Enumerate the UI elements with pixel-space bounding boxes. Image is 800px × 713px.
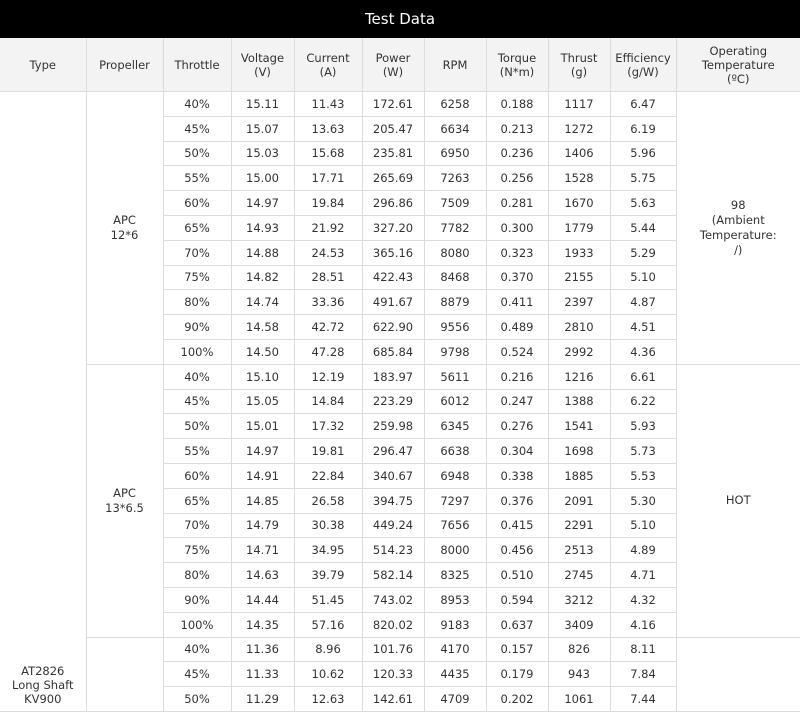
rpm-cell: 6638 bbox=[424, 439, 486, 464]
current-cell: 8.96 bbox=[294, 637, 362, 662]
current-cell: 15.68 bbox=[294, 141, 362, 166]
voltage-cell: 15.07 bbox=[231, 116, 294, 141]
throttle-cell: 100% bbox=[163, 612, 231, 637]
power-cell: 365.16 bbox=[362, 240, 424, 265]
rpm-cell: 4709 bbox=[424, 687, 486, 712]
thrust-cell: 943 bbox=[548, 662, 610, 687]
throttle-cell: 75% bbox=[163, 538, 231, 563]
rpm-cell: 4435 bbox=[424, 662, 486, 687]
torque-cell: 0.304 bbox=[486, 439, 548, 464]
thrust-cell: 2091 bbox=[548, 488, 610, 513]
col-header-power: Power (W) bbox=[362, 38, 424, 92]
thrust-cell: 2745 bbox=[548, 563, 610, 588]
voltage-cell: 14.35 bbox=[231, 612, 294, 637]
temperature-cell: 98 (Ambient Temperature: /) bbox=[676, 92, 800, 365]
voltage-cell: 15.05 bbox=[231, 389, 294, 414]
thrust-cell: 3212 bbox=[548, 587, 610, 612]
throttle-cell: 60% bbox=[163, 463, 231, 488]
torque-cell: 0.256 bbox=[486, 166, 548, 191]
rpm-cell: 7782 bbox=[424, 215, 486, 240]
torque-cell: 0.411 bbox=[486, 290, 548, 315]
power-cell: 265.69 bbox=[362, 166, 424, 191]
current-cell: 57.16 bbox=[294, 612, 362, 637]
current-cell: 19.81 bbox=[294, 439, 362, 464]
efficiency-cell: 5.29 bbox=[610, 240, 676, 265]
current-cell: 28.51 bbox=[294, 265, 362, 290]
propeller-cell: APC 13*6.5 bbox=[86, 364, 163, 637]
current-cell: 21.92 bbox=[294, 215, 362, 240]
torque-cell: 0.216 bbox=[486, 364, 548, 389]
thrust-cell: 1698 bbox=[548, 439, 610, 464]
efficiency-cell: 7.84 bbox=[610, 662, 676, 687]
thrust-cell: 2155 bbox=[548, 265, 610, 290]
throttle-cell: 50% bbox=[163, 414, 231, 439]
power-cell: 820.02 bbox=[362, 612, 424, 637]
power-cell: 120.33 bbox=[362, 662, 424, 687]
current-cell: 22.84 bbox=[294, 463, 362, 488]
thrust-cell: 1670 bbox=[548, 191, 610, 216]
power-cell: 449.24 bbox=[362, 513, 424, 538]
torque-cell: 0.247 bbox=[486, 389, 548, 414]
throttle-cell: 50% bbox=[163, 141, 231, 166]
thrust-cell: 2291 bbox=[548, 513, 610, 538]
current-cell: 47.28 bbox=[294, 339, 362, 364]
thrust-cell: 3409 bbox=[548, 612, 610, 637]
power-cell: 172.61 bbox=[362, 92, 424, 117]
voltage-cell: 14.44 bbox=[231, 587, 294, 612]
throttle-cell: 45% bbox=[163, 389, 231, 414]
efficiency-cell: 5.75 bbox=[610, 166, 676, 191]
table-row bbox=[0, 364, 800, 389]
col-header-thrust: Thrust (g) bbox=[548, 38, 610, 92]
power-cell: 685.84 bbox=[362, 339, 424, 364]
thrust-cell: 2397 bbox=[548, 290, 610, 315]
current-cell: 30.38 bbox=[294, 513, 362, 538]
torque-cell: 0.370 bbox=[486, 265, 548, 290]
current-cell: 17.32 bbox=[294, 414, 362, 439]
power-cell: 514.23 bbox=[362, 538, 424, 563]
power-cell: 491.67 bbox=[362, 290, 424, 315]
voltage-cell: 15.11 bbox=[231, 92, 294, 117]
voltage-cell: 14.97 bbox=[231, 439, 294, 464]
throttle-cell: 40% bbox=[163, 92, 231, 117]
thrust-cell: 1528 bbox=[548, 166, 610, 191]
torque-cell: 0.276 bbox=[486, 414, 548, 439]
current-cell: 17.71 bbox=[294, 166, 362, 191]
propeller-cell bbox=[86, 637, 163, 711]
col-header-propeller: Propeller bbox=[86, 38, 163, 92]
thrust-cell: 1933 bbox=[548, 240, 610, 265]
rpm-cell: 6345 bbox=[424, 414, 486, 439]
torque-cell: 0.456 bbox=[486, 538, 548, 563]
efficiency-cell: 4.89 bbox=[610, 538, 676, 563]
col-header-type: Type bbox=[0, 38, 86, 92]
rpm-cell: 7656 bbox=[424, 513, 486, 538]
rpm-cell: 6948 bbox=[424, 463, 486, 488]
rpm-cell: 8325 bbox=[424, 563, 486, 588]
voltage-cell: 14.74 bbox=[231, 290, 294, 315]
thrust-cell: 2992 bbox=[548, 339, 610, 364]
voltage-cell: 14.50 bbox=[231, 339, 294, 364]
table-row bbox=[0, 637, 800, 662]
rpm-cell: 8000 bbox=[424, 538, 486, 563]
thrust-cell: 2810 bbox=[548, 315, 610, 340]
thrust-cell: 1216 bbox=[548, 364, 610, 389]
rpm-cell: 9556 bbox=[424, 315, 486, 340]
throttle-cell: 90% bbox=[163, 587, 231, 612]
rpm-cell: 5611 bbox=[424, 364, 486, 389]
throttle-cell: 70% bbox=[163, 513, 231, 538]
torque-cell: 0.323 bbox=[486, 240, 548, 265]
torque-cell: 0.188 bbox=[486, 92, 548, 117]
thrust-cell: 826 bbox=[548, 637, 610, 662]
table-body bbox=[0, 92, 800, 712]
col-header-current: Current (A) bbox=[294, 38, 362, 92]
torque-cell: 0.157 bbox=[486, 637, 548, 662]
current-cell: 24.53 bbox=[294, 240, 362, 265]
efficiency-cell: 5.10 bbox=[610, 265, 676, 290]
efficiency-cell: 5.53 bbox=[610, 463, 676, 488]
rpm-cell: 4170 bbox=[424, 637, 486, 662]
table-row bbox=[0, 92, 800, 117]
efficiency-cell: 6.22 bbox=[610, 389, 676, 414]
power-cell: 327.20 bbox=[362, 215, 424, 240]
rpm-cell: 9183 bbox=[424, 612, 486, 637]
throttle-cell: 55% bbox=[163, 439, 231, 464]
voltage-cell: 14.58 bbox=[231, 315, 294, 340]
power-cell: 223.29 bbox=[362, 389, 424, 414]
voltage-cell: 14.88 bbox=[231, 240, 294, 265]
thrust-cell: 1061 bbox=[548, 687, 610, 712]
current-cell: 33.36 bbox=[294, 290, 362, 315]
thrust-cell: 1779 bbox=[548, 215, 610, 240]
current-cell: 13.63 bbox=[294, 116, 362, 141]
throttle-cell: 50% bbox=[163, 687, 231, 712]
efficiency-cell: 4.71 bbox=[610, 563, 676, 588]
efficiency-cell: 5.96 bbox=[610, 141, 676, 166]
col-header-voltage: Voltage (V) bbox=[231, 38, 294, 92]
rpm-cell: 7263 bbox=[424, 166, 486, 191]
current-cell: 12.19 bbox=[294, 364, 362, 389]
rpm-cell: 6012 bbox=[424, 389, 486, 414]
torque-cell: 0.594 bbox=[486, 587, 548, 612]
throttle-cell: 100% bbox=[163, 339, 231, 364]
current-cell: 19.84 bbox=[294, 191, 362, 216]
current-cell: 39.79 bbox=[294, 563, 362, 588]
rpm-cell: 8468 bbox=[424, 265, 486, 290]
voltage-cell: 11.29 bbox=[231, 687, 294, 712]
thrust-cell: 1388 bbox=[548, 389, 610, 414]
throttle-cell: 55% bbox=[163, 166, 231, 191]
throttle-cell: 40% bbox=[163, 637, 231, 662]
efficiency-cell: 6.61 bbox=[610, 364, 676, 389]
efficiency-cell: 4.36 bbox=[610, 339, 676, 364]
efficiency-cell: 8.11 bbox=[610, 637, 676, 662]
current-cell: 42.72 bbox=[294, 315, 362, 340]
rpm-cell: 7509 bbox=[424, 191, 486, 216]
power-cell: 259.98 bbox=[362, 414, 424, 439]
throttle-cell: 45% bbox=[163, 116, 231, 141]
torque-cell: 0.376 bbox=[486, 488, 548, 513]
power-cell: 340.67 bbox=[362, 463, 424, 488]
throttle-cell: 45% bbox=[163, 662, 231, 687]
rpm-cell: 6258 bbox=[424, 92, 486, 117]
col-header-throttle: Throttle bbox=[163, 38, 231, 92]
torque-cell: 0.415 bbox=[486, 513, 548, 538]
thrust-cell: 1272 bbox=[548, 116, 610, 141]
thrust-cell: 1117 bbox=[548, 92, 610, 117]
col-header-torque: Torque (N*m) bbox=[486, 38, 548, 92]
efficiency-cell: 7.44 bbox=[610, 687, 676, 712]
efficiency-cell: 5.44 bbox=[610, 215, 676, 240]
throttle-cell: 65% bbox=[163, 215, 231, 240]
col-header-temperature: Operating Temperature (ºC) bbox=[676, 38, 800, 92]
throttle-cell: 65% bbox=[163, 488, 231, 513]
efficiency-cell: 5.63 bbox=[610, 191, 676, 216]
rpm-cell: 8879 bbox=[424, 290, 486, 315]
torque-cell: 0.281 bbox=[486, 191, 548, 216]
throttle-cell: 80% bbox=[163, 290, 231, 315]
torque-cell: 0.179 bbox=[486, 662, 548, 687]
efficiency-cell: 4.16 bbox=[610, 612, 676, 637]
rpm-cell: 8953 bbox=[424, 587, 486, 612]
power-cell: 205.47 bbox=[362, 116, 424, 141]
current-cell: 14.84 bbox=[294, 389, 362, 414]
efficiency-cell: 5.30 bbox=[610, 488, 676, 513]
throttle-cell: 75% bbox=[163, 265, 231, 290]
power-cell: 622.90 bbox=[362, 315, 424, 340]
voltage-cell: 14.97 bbox=[231, 191, 294, 216]
efficiency-cell: 6.19 bbox=[610, 116, 676, 141]
efficiency-cell: 5.93 bbox=[610, 414, 676, 439]
throttle-cell: 60% bbox=[163, 191, 231, 216]
current-cell: 34.95 bbox=[294, 538, 362, 563]
thrust-cell: 2513 bbox=[548, 538, 610, 563]
torque-cell: 0.202 bbox=[486, 687, 548, 712]
torque-cell: 0.338 bbox=[486, 463, 548, 488]
voltage-cell: 15.03 bbox=[231, 141, 294, 166]
col-header-rpm: RPM bbox=[424, 38, 486, 92]
temperature-cell: HOT bbox=[676, 364, 800, 637]
power-cell: 183.97 bbox=[362, 364, 424, 389]
efficiency-cell: 4.32 bbox=[610, 587, 676, 612]
power-cell: 142.61 bbox=[362, 687, 424, 712]
efficiency-cell: 4.51 bbox=[610, 315, 676, 340]
voltage-cell: 14.85 bbox=[231, 488, 294, 513]
current-cell: 26.58 bbox=[294, 488, 362, 513]
motor-type-cell: AT2826 Long Shaft KV900 bbox=[0, 92, 86, 712]
torque-cell: 0.510 bbox=[486, 563, 548, 588]
power-cell: 101.76 bbox=[362, 637, 424, 662]
voltage-cell: 14.91 bbox=[231, 463, 294, 488]
power-cell: 235.81 bbox=[362, 141, 424, 166]
throttle-cell: 90% bbox=[163, 315, 231, 340]
voltage-cell: 15.01 bbox=[231, 414, 294, 439]
power-cell: 394.75 bbox=[362, 488, 424, 513]
propeller-cell: APC 12*6 bbox=[86, 92, 163, 365]
current-cell: 10.62 bbox=[294, 662, 362, 687]
throttle-cell: 80% bbox=[163, 563, 231, 588]
throttle-cell: 70% bbox=[163, 240, 231, 265]
power-cell: 582.14 bbox=[362, 563, 424, 588]
rpm-cell: 8080 bbox=[424, 240, 486, 265]
thrust-cell: 1406 bbox=[548, 141, 610, 166]
torque-cell: 0.213 bbox=[486, 116, 548, 141]
torque-cell: 0.489 bbox=[486, 315, 548, 340]
efficiency-cell: 5.10 bbox=[610, 513, 676, 538]
power-cell: 296.47 bbox=[362, 439, 424, 464]
torque-cell: 0.524 bbox=[486, 339, 548, 364]
efficiency-cell: 6.47 bbox=[610, 92, 676, 117]
voltage-cell: 14.93 bbox=[231, 215, 294, 240]
voltage-cell: 15.10 bbox=[231, 364, 294, 389]
voltage-cell: 15.00 bbox=[231, 166, 294, 191]
voltage-cell: 11.33 bbox=[231, 662, 294, 687]
efficiency-cell: 4.87 bbox=[610, 290, 676, 315]
throttle-cell: 40% bbox=[163, 364, 231, 389]
thrust-cell: 1541 bbox=[548, 414, 610, 439]
rpm-cell: 6950 bbox=[424, 141, 486, 166]
temperature-cell bbox=[676, 637, 800, 711]
voltage-cell: 14.63 bbox=[231, 563, 294, 588]
voltage-cell: 14.71 bbox=[231, 538, 294, 563]
col-header-efficiency: Efficiency (g/W) bbox=[610, 38, 676, 92]
rpm-cell: 7297 bbox=[424, 488, 486, 513]
current-cell: 51.45 bbox=[294, 587, 362, 612]
current-cell: 12.63 bbox=[294, 687, 362, 712]
current-cell: 11.43 bbox=[294, 92, 362, 117]
table-title: Test Data bbox=[0, 0, 800, 38]
header-row bbox=[0, 38, 800, 92]
voltage-cell: 11.36 bbox=[231, 637, 294, 662]
torque-cell: 0.637 bbox=[486, 612, 548, 637]
power-cell: 296.86 bbox=[362, 191, 424, 216]
torque-cell: 0.300 bbox=[486, 215, 548, 240]
efficiency-cell: 5.73 bbox=[610, 439, 676, 464]
thrust-cell: 1885 bbox=[548, 463, 610, 488]
power-cell: 422.43 bbox=[362, 265, 424, 290]
test-data-table bbox=[0, 38, 800, 712]
voltage-cell: 14.79 bbox=[231, 513, 294, 538]
power-cell: 743.02 bbox=[362, 587, 424, 612]
torque-cell: 0.236 bbox=[486, 141, 548, 166]
rpm-cell: 6634 bbox=[424, 116, 486, 141]
rpm-cell: 9798 bbox=[424, 339, 486, 364]
voltage-cell: 14.82 bbox=[231, 265, 294, 290]
